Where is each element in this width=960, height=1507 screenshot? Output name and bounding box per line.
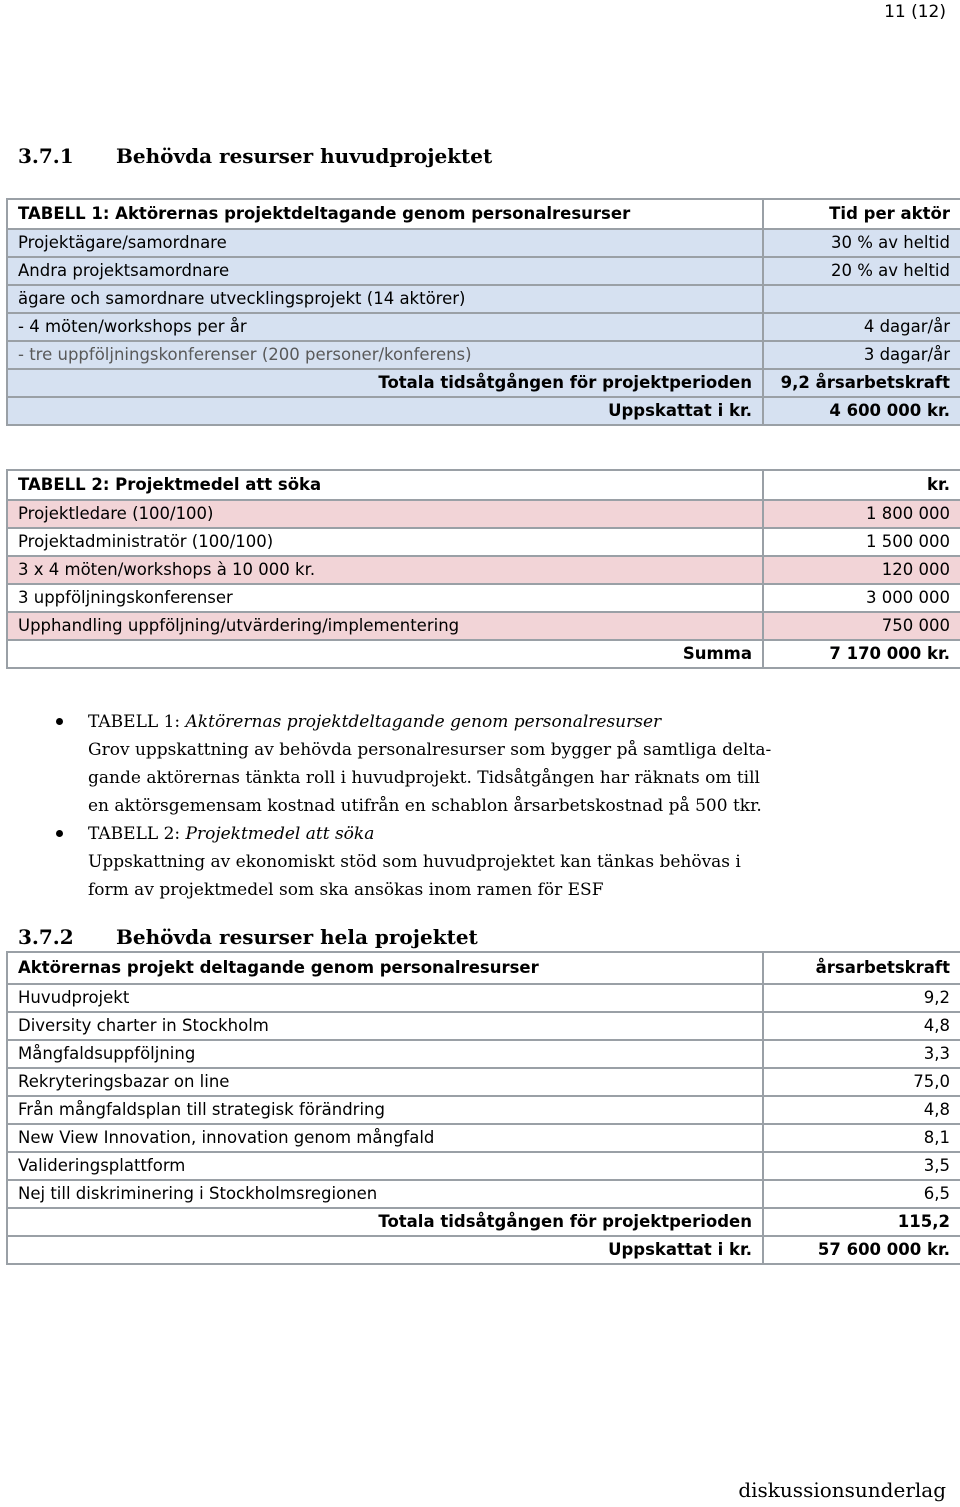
table-row [7,1124,960,1152]
estimate-label: Uppskattat i kr. [7,1236,763,1264]
section-number: 3.7.1 [18,144,74,168]
row-label: Rekryteringsbazar on line [7,1068,763,1096]
row-label: Projektägare/samordnare [7,229,763,257]
table-header-value: årsarbetskraft [763,952,960,984]
note-item [56,820,856,904]
table-total-row [7,369,960,397]
table-row [7,1180,960,1208]
table-sum-row [7,640,960,668]
table-total-row [7,1208,960,1236]
row-label: 3 x 4 möten/workshops à 10 000 kr. [7,556,763,584]
note-line: en aktörsgemensam kostnad utifrån en schablon årsarbetskostnad på 500 tkr. [88,796,762,816]
total-value: 9,2 årsarbetskraft [763,369,960,397]
total-label: Totala tidsåtgången för projektperioden [7,1208,763,1236]
table-header-label: TABELL 1: Aktörernas projektdeltagande genom personalresurser [7,199,763,229]
table-row [7,341,960,369]
total-label: Totala tidsåtgången för projektperioden [7,369,763,397]
table-row [7,1068,960,1096]
section-title: Behövda resurser huvudprojektet [116,144,493,168]
row-value: 75,0 [763,1068,960,1096]
table-header-row [7,952,960,984]
estimate-value: 57 600 000 kr. [763,1236,960,1264]
row-label: 3 uppföljningskonferenser [7,584,763,612]
note-title: TABELL 2: Projektmedel att söka [88,824,375,844]
section-heading-3-7-2 [18,925,478,949]
row-value [763,285,960,313]
bullet-icon [56,718,63,725]
row-label: Projektledare (100/100) [7,500,763,528]
estimate-label: Uppskattat i kr. [7,397,763,425]
table-row [7,556,960,584]
bullet-icon [56,830,63,837]
row-label: Från mångfaldsplan till strategisk förändring [7,1096,763,1124]
table-row [7,257,960,285]
total-value: 115,2 [763,1208,960,1236]
row-value: 4,8 [763,1096,960,1124]
table-whole-project [6,951,960,1265]
sum-label: Summa [7,640,763,668]
table-personal-resources [6,198,960,426]
table-header-label: TABELL 2: Projektmedel att söka [7,470,763,500]
row-label: New View Innovation, innovation genom mångfald [7,1124,763,1152]
table-row [7,313,960,341]
row-value: 30 % av heltid [763,229,960,257]
row-label: Diversity charter in Stockholm [7,1012,763,1040]
page-number: 11 (12) [884,2,946,22]
table-estimate-row [7,397,960,425]
row-label: Upphandling uppföljning/utvärdering/implementering [7,612,763,640]
note-line: form av projektmedel som ska ansökas inom ramen för ESF [88,880,604,900]
note-item [56,708,856,820]
table-project-funds [6,469,960,669]
row-value: 6,5 [763,1180,960,1208]
row-label: Projektadministratör (100/100) [7,528,763,556]
row-value: 4 dagar/år [763,313,960,341]
table-row [7,612,960,640]
row-label: - tre uppföljningskonferenser (200 personer/konferens) [7,341,763,369]
section-heading-3-7-1 [18,144,492,168]
table-header-row [7,199,960,229]
row-value: 750 000 [763,612,960,640]
section-title: Behövda resurser hela projektet [116,925,478,949]
row-value: 1 500 000 [763,528,960,556]
table-row [7,984,960,1012]
table-row [7,1012,960,1040]
row-value: 8,1 [763,1124,960,1152]
row-label: Valideringsplattform [7,1152,763,1180]
table-header-value: kr. [763,470,960,500]
row-value: 120 000 [763,556,960,584]
row-value: 3 000 000 [763,584,960,612]
table-row [7,500,960,528]
row-value: 20 % av heltid [763,257,960,285]
table-header-value: Tid per aktör [763,199,960,229]
row-label: ägare och samordnare utvecklingsprojekt (14 aktörer) [7,285,763,313]
row-value: 3,5 [763,1152,960,1180]
note-line: Grov uppskattning av behövda personalresurser som bygger på samtliga delta- [88,740,772,760]
footer-text: diskussionsunderlag [738,1478,946,1502]
table-estimate-row [7,1236,960,1264]
row-value: 3 dagar/år [763,341,960,369]
row-value: 3,3 [763,1040,960,1068]
table-header-label: Aktörernas projekt deltagande genom personalresurser [7,952,763,984]
table-notes [56,708,856,904]
table-header-row [7,470,960,500]
note-line: Uppskattning av ekonomiskt stöd som huvudprojektet kan tänkas behövas i [88,852,741,872]
note-line: gande aktörernas tänkta roll i huvudprojekt. Tidsåtgången har räknats om till [88,768,760,788]
table-row [7,1096,960,1124]
table-row [7,1040,960,1068]
row-value: 9,2 [763,984,960,1012]
row-label: Nej till diskriminering i Stockholmsregionen [7,1180,763,1208]
row-label: Andra projektsamordnare [7,257,763,285]
row-label: Mångfaldsuppföljning [7,1040,763,1068]
row-value: 4,8 [763,1012,960,1040]
sum-value: 7 170 000 kr. [763,640,960,668]
section-number: 3.7.2 [18,925,74,949]
row-label: Huvudprojekt [7,984,763,1012]
table-row [7,285,960,313]
table-row [7,528,960,556]
estimate-value: 4 600 000 kr. [763,397,960,425]
row-label: - 4 möten/workshops per år [7,313,763,341]
table-row [7,584,960,612]
row-value: 1 800 000 [763,500,960,528]
table-row [7,1152,960,1180]
note-title: TABELL 1: Aktörernas projektdeltagande genom personalresurser [88,712,662,732]
table-row [7,229,960,257]
